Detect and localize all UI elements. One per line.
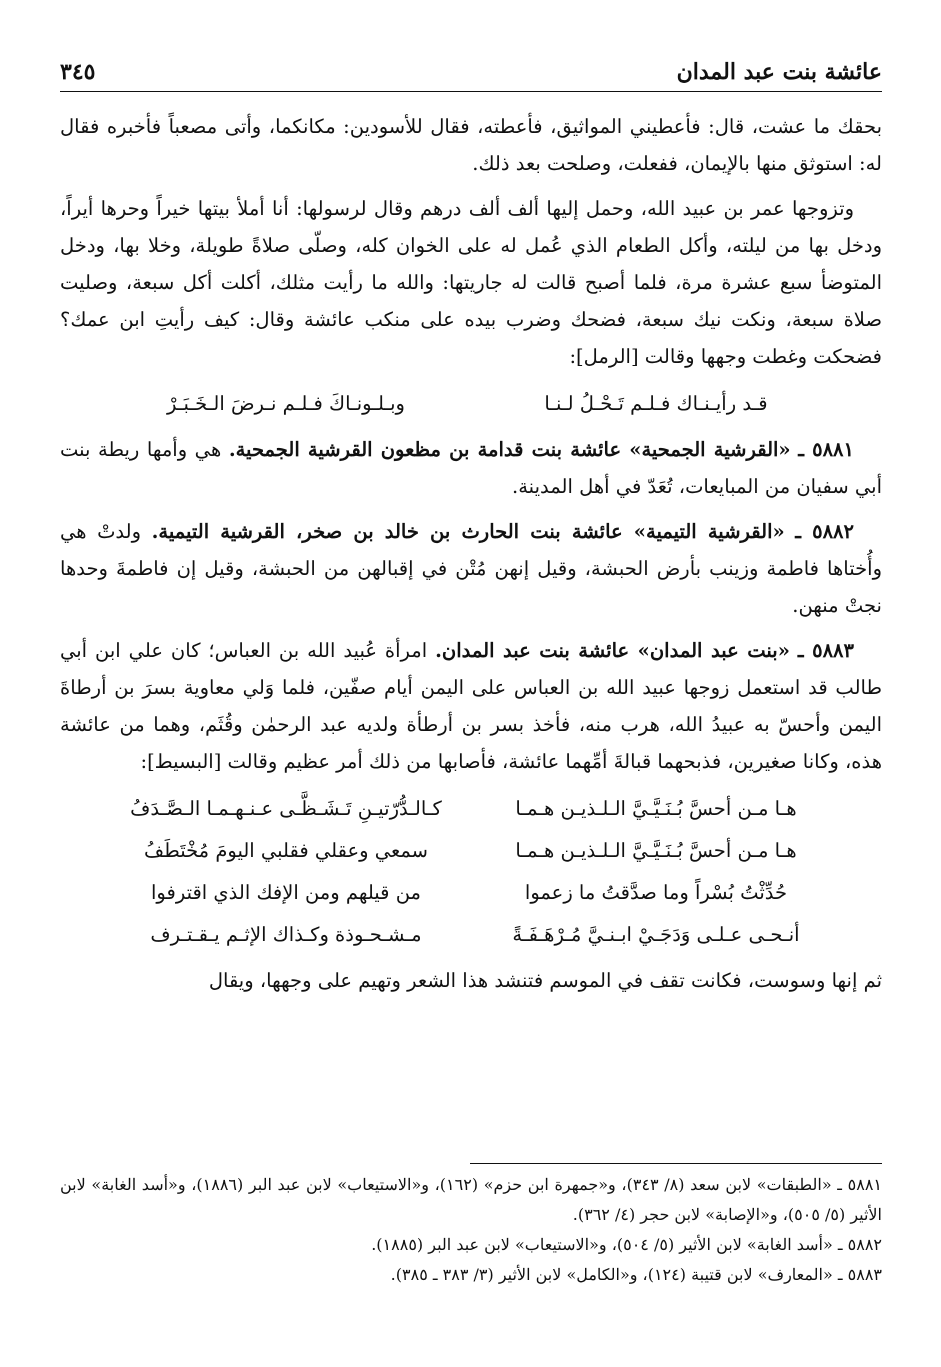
entry-5881 [60,431,882,505]
verse-line [121,914,821,956]
verse-hemistich-first: هـا مـن أحسَّ بُـنَـيَّـيَّ الـلـذيـن هـمـا [515,797,797,820]
verse-hemistich-second: سمعي وعقلي فقلبي اليومَ مُخْتَطَفُ [144,839,428,862]
entry-heading: «القرشية التيمية» عائشة بنت الحارث بن خالد بن صخر، القرشية التيمية. [151,520,785,543]
page-number: ٣٤٥ [60,59,96,85]
entry-heading: «القرشية الجمحية» عائشة بنت قدامة بن مظعون القرشية الجمحية. [228,438,791,461]
paragraph-1: بحقك ما عشت، قال: فأعطيني المواثيق، فأعطته، فقال للأسودين: مكانكما، وأتى مصعباً فأخبره فقال له: استوثق منها بالإيمان، ففعلت، وصلحت بعد ذلك. [60,115,882,175]
entry-text: امرأة عُبيد الله بن العباس؛ كان علي ابن أبي طالب قد استعمل زوجها عبيد الله بن العباس على اليمن أيام صفّين، فلما وَلي معاوية بسرَ بن أرطاةَ اليمن وأحسّ به عبيدُ الله، هرب منه، فأخذ بسر بن أرطأة ولديه عبد الرحمٰن وقُثَم، وهما من عائشة هذه، وكانا صغيرين، فذبحهما قبالةَ أمِّهما عائشة، فأصابها من ذلك أمر عظيم وقالت [البسيط]: [60,639,882,773]
paragraph-last: ثم إنها وسوست، فكانت تقف في الموسم فتنشد هذا الشعر وتهيم على وجهها، ويقال [208,969,882,992]
entry-number: ٥٨٨١ ـ [798,438,854,461]
verse-line [121,830,821,872]
verse-line [121,788,821,830]
entry-text: هي وأمها ريطة بنت أبي سفيان من المبايعات، تُعَدّ في أهل المدينة. [60,438,882,498]
paragraph-2: وتزوجها عمر بن عبيد الله، وحمل إليها ألف ألف درهم وقال لرسولها: أنا أملأ بيتها خيراً وحرها أيراً، ودخل بها من ليلته، وأكل الطعام الذي عُمل له على الخوان كله، وصلّى صلاةً طويلة، وخلا بها، ودخل المتوضأ سبع عشرة مرة، فلما أصبح قالت له جاريتها: والله ما رأيت مثلك، أكلت أكل سبعة، وصليت صلاة سبعة، ونكت نيك سبعة، فضحك وضرب بيده على منكب عائشة وقال: كيف رأيتِ ابن عمك؟ فضحكت وغطت وجهها وقالت [الرمل]: [60,197,882,368]
footnote-5882: ٥٨٨٢ ـ «أسد الغابة» لابن الأثير (٥/ ٥٠٤)، و«الاستيعاب» لابن عبد البر (١٨٨٥). [371,1235,882,1254]
footnote-5881: ٥٨٨١ ـ «الطبقات» لابن سعد (٨/ ٣٤٣)، و«جمهرة ابن حزم» (١٦٢)، و«الاستيعاب» لابن عبد البر (١٨٨٦)، و«أسد الغابة» لابن الأثير (٥/ ٥٠٥)، و«الإصابة» لابن حجر (٤/ ٣٦٢). [60,1175,883,1224]
entry-text: ولدتْ هي وأُختاها فاطمة وزينب بأرض الحبشة، وقيل إنهن مُتْن في إقبالهن من الحبشة، وقيل إن فاطمةَ وحدها نجتْ منهن. [60,520,882,617]
verse-hemistich-second: مـشـحـوذة وكـذاك الإثـم يـقـتـرف [150,923,422,946]
entry-number: ٥٨٨٣ ـ [797,639,854,662]
entry-5883 [60,632,882,780]
footnotes [60,1170,882,1290]
verse-line [121,383,821,425]
entry-heading: «بنت عبد المدان» عائشة بنت عبد المدان. [435,639,790,662]
entry-number: ٥٨٨٢ ـ [795,520,854,543]
verse-line [121,872,821,914]
verse-block-2 [60,788,882,956]
footnote-5883: ٥٨٨٣ ـ «المعارف» لابن قتيبة (١٢٤)، و«الكامل» لابن الأثير (٣/ ٣٨٣ ـ ٣٨٥). [390,1265,882,1284]
verse-hemistich-first: قـد رأيـنـاك فـلـم تَـحْـلُ لـنـا [544,392,768,415]
entry-5882 [60,513,882,624]
verse-hemistich-first: حُدِّثْتُ بُسْراً وما صدَّقتُ ما زعموا [524,881,788,904]
verse-hemistich-second: كـالـدُّرّتيـنِ تَـشَـظَّـى عـنـهـمـا الـصَّـدَفُ [130,797,442,820]
running-title: عائشة بنت عبد المدان [676,59,882,85]
verse-hemistich-second: من قيلهم ومن الإفك الذي اقترفوا [151,881,421,904]
verse-hemistich-second: وبـلـونـاكَ فـلـم نـرضَ الـخَـبَـرْ [167,392,405,415]
footnote-divider [470,1163,882,1164]
page-header [60,48,882,92]
verse-hemistich-first: هـا مـن أحسَّ بُـنَـيَّـيَّ الـلـذيـن هـمـا [515,839,797,862]
main-text [60,108,882,999]
verse-block-1 [60,383,882,425]
verse-hemistich-first: أنـحـى عـلـى وَدَجَـيْ ابـنـيَّ مُـرْهَـفَـةً [512,923,800,946]
